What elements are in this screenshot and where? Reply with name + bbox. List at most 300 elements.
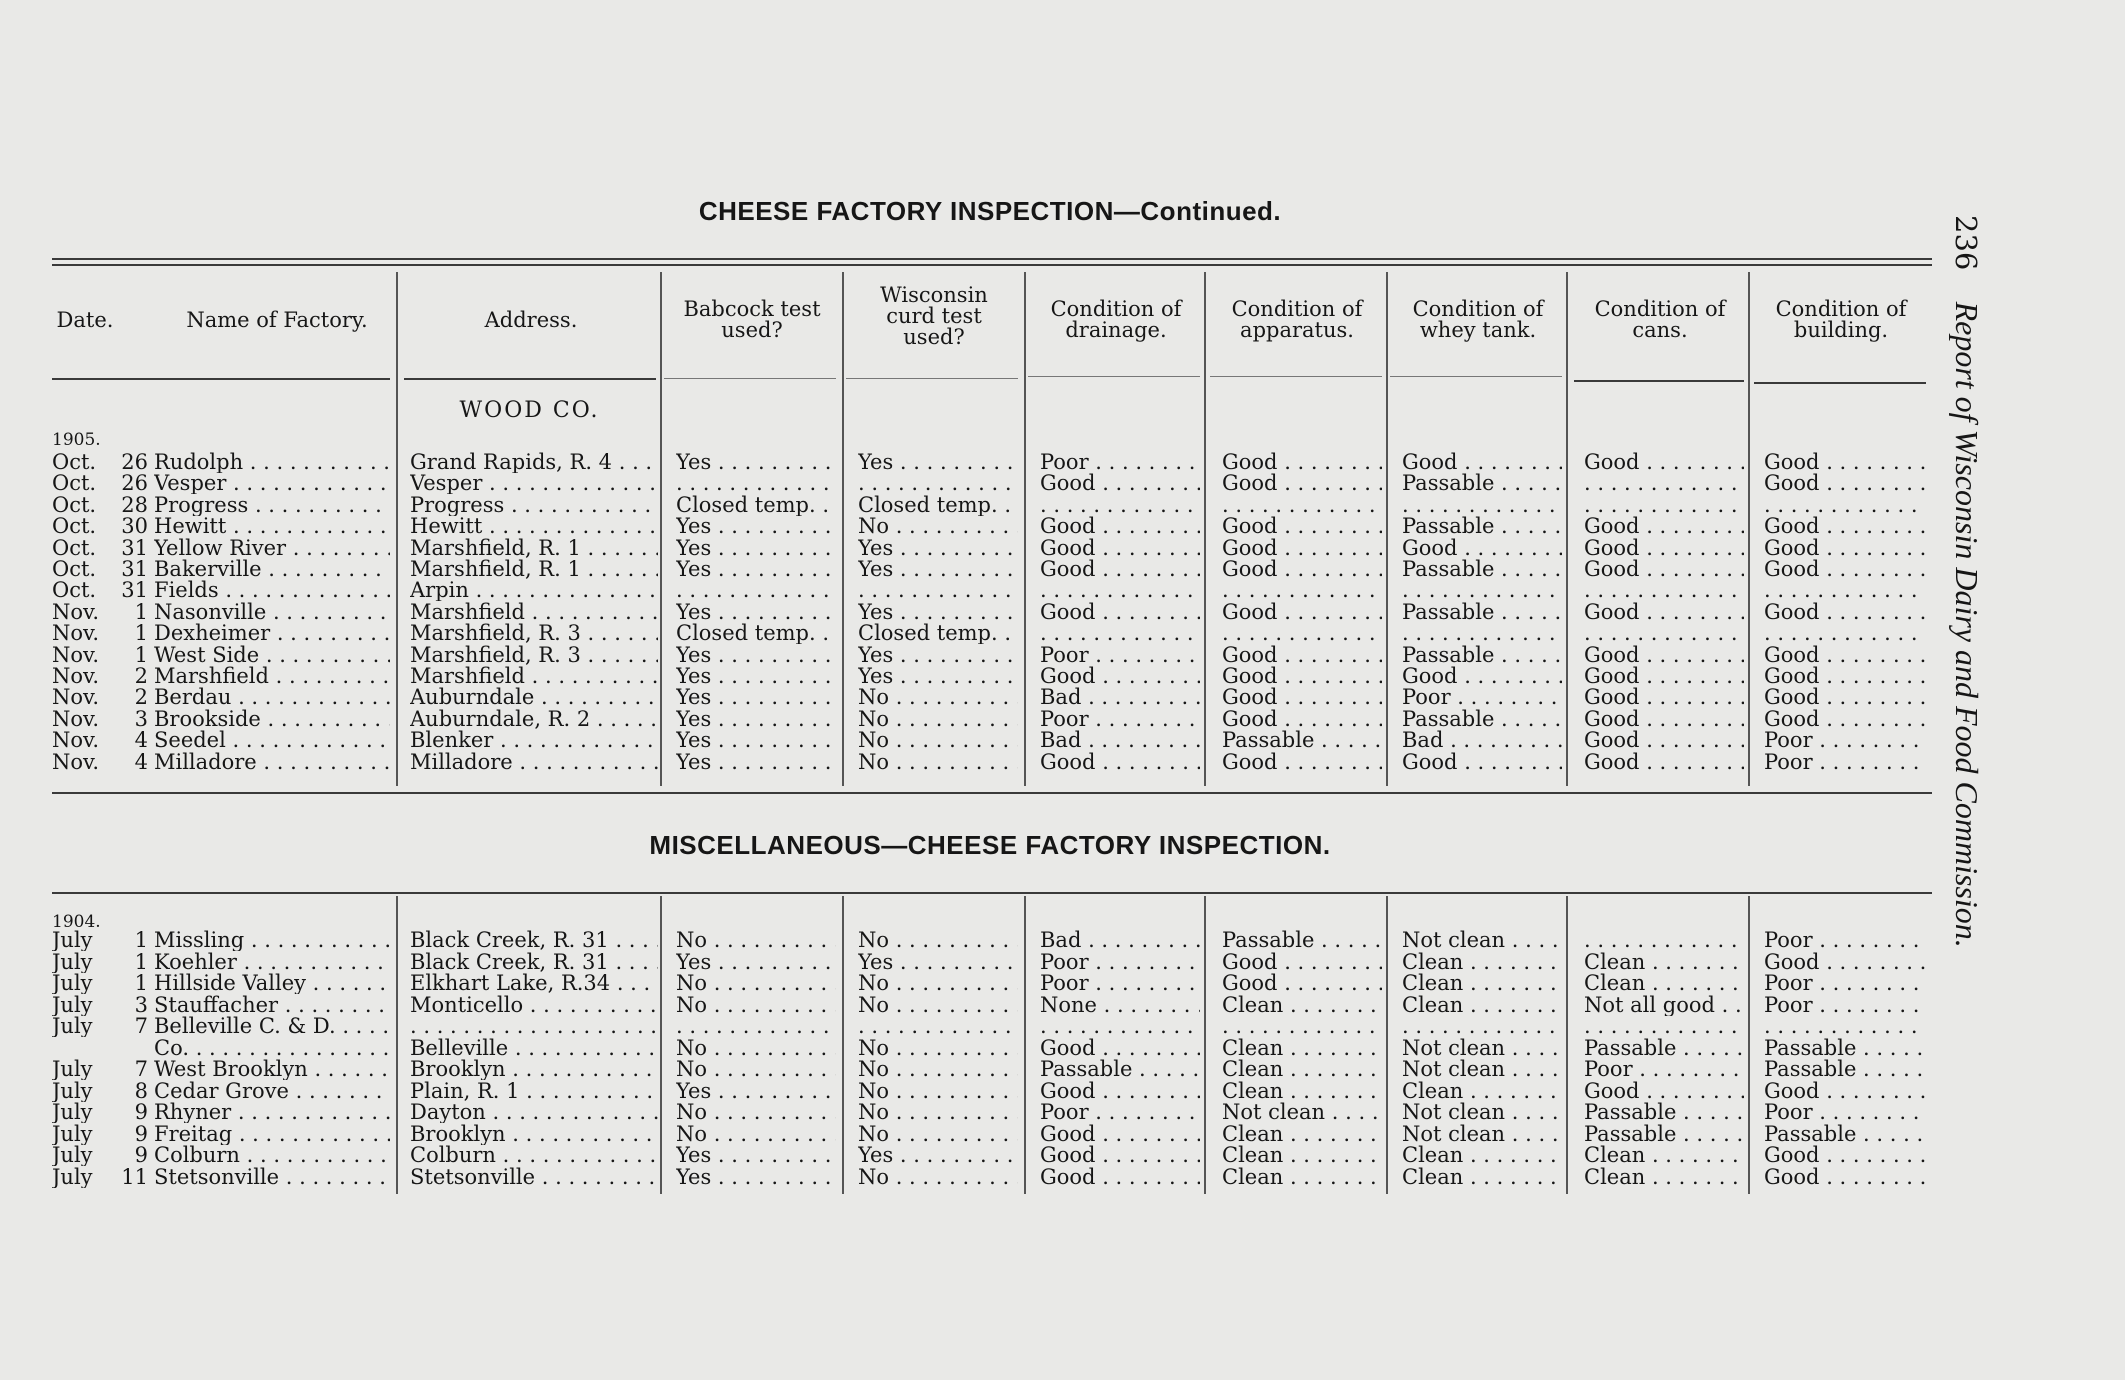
cell-wisconsin: Yes . . . xyxy=(858,602,1018,623)
section2-top-rule xyxy=(52,892,1932,894)
cell-address: Brooklyn . . . xyxy=(410,1059,658,1080)
cell-address: Vesper . . . xyxy=(410,473,658,494)
cell-cans xyxy=(1584,473,1744,494)
table-row xyxy=(0,623,1940,644)
cell-whey: Clean . . . xyxy=(1402,1145,1562,1166)
cell-babcock: Yes . . . xyxy=(676,559,836,580)
header-name: Name of Factory. xyxy=(186,307,368,332)
cell-cans xyxy=(1584,1016,1744,1037)
cell-wisconsin: Yes . . . xyxy=(858,538,1018,559)
cell-apparatus: Good . . . xyxy=(1222,516,1382,537)
table-row xyxy=(0,1059,1940,1080)
cell-babcock: Closed temp. . . . xyxy=(676,495,836,516)
header-underline xyxy=(1210,376,1382,377)
top-rule-2 xyxy=(52,264,1932,266)
table-row xyxy=(0,666,1940,687)
cell-month: July xyxy=(52,1145,93,1166)
cell-apparatus: Clean . . . xyxy=(1222,1167,1382,1188)
cell-building xyxy=(1764,623,1926,644)
cell-day: 26 xyxy=(121,452,148,473)
table-row xyxy=(0,952,1940,973)
header-underline xyxy=(404,378,656,380)
cell-month: Nov. xyxy=(52,751,100,773)
cell-apparatus: Good . . . xyxy=(1222,645,1382,666)
cell-wisconsin: No . . . xyxy=(858,709,1018,730)
cell-apparatus xyxy=(1222,495,1382,516)
cell-wisconsin: No . . . xyxy=(858,752,1018,773)
cell-drainage: Poor . . . xyxy=(1040,452,1200,473)
cell-day: 3 xyxy=(134,708,148,730)
cell-whey xyxy=(1402,495,1562,516)
cell-name: Berdau . . . xyxy=(154,687,390,708)
cell-building: Good . . . xyxy=(1764,687,1926,708)
cell-month: July xyxy=(52,1059,93,1080)
running-head xyxy=(1945,215,1989,1315)
cell-name: Brookside . . . xyxy=(154,709,390,730)
cell-month: July xyxy=(52,951,93,973)
cell-babcock: No . . . xyxy=(676,995,836,1016)
cell-drainage: Poor . . . xyxy=(1040,645,1200,666)
table-row xyxy=(0,452,1940,473)
cell-apparatus: Good . . . xyxy=(1222,473,1382,494)
cell-day: 28 xyxy=(121,494,148,516)
header-drainage: Condition of drainage. xyxy=(1050,297,1182,342)
cell-cans: Good . . . xyxy=(1584,602,1744,623)
cell-month: Nov. xyxy=(52,601,100,623)
header-wisconsin: Wisconsin curd test used? xyxy=(880,282,988,349)
cell-month: Nov. xyxy=(52,708,100,730)
table-row xyxy=(0,1016,1940,1037)
cell-day: 1 xyxy=(134,973,148,994)
cell-month: Oct. xyxy=(52,537,97,559)
cell-babcock: No . . . xyxy=(676,1059,836,1080)
cell-name: Freitag . . . xyxy=(154,1124,390,1145)
cell-babcock xyxy=(676,473,836,494)
table-row xyxy=(0,645,1940,666)
cell-building: Good . . . xyxy=(1764,538,1926,559)
table-row xyxy=(0,687,1940,708)
cell-building xyxy=(1764,1016,1926,1037)
cell-building: Good . . . xyxy=(1764,1145,1926,1166)
header-underline xyxy=(52,378,390,380)
cell-address: Marshfield, R. 3 . . . xyxy=(410,645,658,666)
header-underline xyxy=(1574,380,1744,382)
cell-name: West Side . . . xyxy=(154,645,390,666)
header-underline xyxy=(1754,382,1926,384)
cell-address: Auburndale . . . xyxy=(410,687,658,708)
cell-address: Auburndale, R. 2 . . . xyxy=(410,709,658,730)
cell-address: Marshfield, R. 1 . . . xyxy=(410,538,658,559)
cell-wisconsin: Yes . . . xyxy=(858,666,1018,687)
table-row xyxy=(0,930,1940,951)
cell-building: Good . . . xyxy=(1764,952,1926,973)
cell-day: 1 xyxy=(134,623,148,645)
cell-whey: Not clean . . . xyxy=(1402,1124,1562,1145)
cell-address: Monticello . . . xyxy=(410,995,658,1016)
cell-wisconsin: Yes . . . xyxy=(858,452,1018,473)
cell-apparatus: Not clean . . . xyxy=(1222,1102,1382,1123)
cell-address: Hewitt . . . xyxy=(410,516,658,537)
table-row xyxy=(0,1038,1940,1059)
cell-day: 26 xyxy=(121,473,148,495)
cell-wisconsin: No . . . xyxy=(858,1167,1018,1188)
cell-building: Good . . . xyxy=(1764,645,1926,666)
table-row xyxy=(0,516,1940,537)
section-divider xyxy=(52,792,1932,794)
cell-babcock: Closed temp. . . . xyxy=(676,623,836,644)
cell-name: Milladore . . . xyxy=(154,752,390,773)
cell-whey: Passable . . . xyxy=(1402,559,1562,580)
cell-whey: Clean . . . xyxy=(1402,973,1562,994)
cell-cans: Passable . . . xyxy=(1584,1124,1744,1145)
cell-name: Dexheimer . . . xyxy=(154,623,390,644)
header-building: Condition of building. xyxy=(1775,297,1907,342)
cell-apparatus: Good . . . xyxy=(1222,952,1382,973)
cell-babcock: Yes . . . xyxy=(676,1081,836,1102)
cell-whey: Good . . . xyxy=(1402,538,1562,559)
cell-month: Oct. xyxy=(52,473,97,495)
table-row xyxy=(0,1167,1940,1188)
table-row xyxy=(0,559,1940,580)
cell-whey: Clean . . . xyxy=(1402,995,1562,1016)
cell-day: 1 xyxy=(134,644,148,666)
cell-wisconsin: No . . . xyxy=(858,1124,1018,1145)
header-babcock: Babcock test used? xyxy=(683,297,821,342)
cell-drainage: Good . . . xyxy=(1040,666,1200,687)
cell-whey: Clean . . . xyxy=(1402,1081,1562,1102)
cell-wisconsin xyxy=(858,580,1018,601)
cell-cans: Clean . . . xyxy=(1584,1145,1744,1166)
county-heading: WOOD CO. xyxy=(459,398,600,423)
cell-name: Fields . . . xyxy=(154,580,390,601)
cell-month: Nov. xyxy=(52,730,100,752)
cell-day: 31 xyxy=(121,580,148,602)
cell-address: Dayton . . . xyxy=(410,1102,658,1123)
cell-babcock: Yes . . . xyxy=(676,752,836,773)
cell-address: Grand Rapids, R. 4 . . . xyxy=(410,452,658,473)
cell-drainage xyxy=(1040,1016,1200,1037)
cell-whey: Good . . . xyxy=(1402,452,1562,473)
cell-babcock: Yes . . . xyxy=(676,1167,836,1188)
cell-whey: Passable . . . xyxy=(1402,516,1562,537)
cell-babcock: Yes . . . xyxy=(676,645,836,666)
cell-address: Progress . . . xyxy=(410,495,658,516)
cell-address: Marshfield . . . xyxy=(410,602,658,623)
cell-babcock: Yes . . . xyxy=(676,666,836,687)
cell-building: Good . . . xyxy=(1764,452,1926,473)
cell-building: Good . . . xyxy=(1764,666,1926,687)
cell-cans: Good . . . xyxy=(1584,516,1744,537)
table-row xyxy=(0,709,1940,730)
cell-cans xyxy=(1584,930,1744,951)
cell-day: 4 xyxy=(134,730,148,752)
cell-name: Marshfield . . . xyxy=(154,666,390,687)
cell-name: Belleville C. & D. . . . xyxy=(154,1016,390,1037)
cell-building xyxy=(1764,495,1926,516)
section-title: MISCELLANEOUS—CHEESE FACTORY INSPECTION. xyxy=(649,830,1331,860)
cell-cans: Clean . . . xyxy=(1584,1167,1744,1188)
cell-cans: Not all good . . . xyxy=(1584,995,1744,1016)
cell-day: 2 xyxy=(134,687,148,709)
table-row xyxy=(0,538,1940,559)
cell-name: West Brooklyn . . . xyxy=(154,1059,390,1080)
table-row xyxy=(0,580,1940,601)
cell-drainage: Good . . . xyxy=(1040,752,1200,773)
cell-address: Brooklyn . . . xyxy=(410,1124,658,1145)
cell-whey: Passable . . . xyxy=(1402,473,1562,494)
cell-address: Marshfield, R. 1 . . . xyxy=(410,559,658,580)
cell-babcock: Yes . . . xyxy=(676,687,836,708)
cell-drainage: Bad . . . xyxy=(1040,687,1200,708)
cell-whey xyxy=(1402,580,1562,601)
cell-building: Passable . . . xyxy=(1764,1038,1926,1059)
cell-whey: Not clean . . . xyxy=(1402,930,1562,951)
cell-month: Oct. xyxy=(52,559,97,580)
cell-day: 9 xyxy=(134,1145,148,1166)
cell-babcock: No . . . xyxy=(676,1124,836,1145)
cell-address: Marshfield, R. 3 . . . xyxy=(410,623,658,644)
table-row xyxy=(0,752,1940,773)
cell-apparatus: Good . . . xyxy=(1222,709,1382,730)
cell-babcock: No . . . xyxy=(676,1102,836,1123)
cell-address: Milladore . . . xyxy=(410,752,658,773)
cell-apparatus: Clean . . . xyxy=(1222,1124,1382,1145)
cell-apparatus: Good . . . xyxy=(1222,666,1382,687)
cell-wisconsin: Yes . . . xyxy=(858,1145,1018,1166)
cell-day: 4 xyxy=(134,751,148,773)
cell-babcock: Yes . . . xyxy=(676,952,836,973)
cell-wisconsin: No . . . xyxy=(858,995,1018,1016)
cell-wisconsin: No . . . xyxy=(858,687,1018,708)
running-title: Report of Wisconsin Dairy and Food Commission. xyxy=(1949,301,1985,948)
cell-wisconsin: Closed temp. . . . xyxy=(858,495,1018,516)
cell-cans: Good . . . xyxy=(1584,1081,1744,1102)
cell-month: Nov. xyxy=(52,644,100,666)
cell-month: July xyxy=(52,973,93,994)
cell-apparatus: Good . . . xyxy=(1222,752,1382,773)
cell-wisconsin xyxy=(858,1016,1018,1037)
cell-drainage: Bad . . . xyxy=(1040,930,1200,951)
cell-day: 31 xyxy=(121,537,148,559)
cell-address: Colburn . . . xyxy=(410,1145,658,1166)
cell-day: 1 xyxy=(134,601,148,623)
cell-address xyxy=(410,1016,658,1037)
table-row xyxy=(0,1145,1940,1166)
cell-whey xyxy=(1402,1016,1562,1037)
cell-whey: Good . . . xyxy=(1402,666,1562,687)
cell-apparatus xyxy=(1222,1016,1382,1037)
cell-name: Bakerville . . . xyxy=(154,559,390,580)
cell-cans xyxy=(1584,580,1744,601)
cell-drainage: Poor . . . xyxy=(1040,1102,1200,1123)
cell-cans: Good . . . xyxy=(1584,752,1744,773)
cell-month: July xyxy=(52,1102,93,1123)
cell-name: Progress . . . xyxy=(154,495,390,516)
cell-apparatus: Good . . . xyxy=(1222,452,1382,473)
cell-babcock: No . . . xyxy=(676,1038,836,1059)
cell-babcock: No . . . xyxy=(676,930,836,951)
cell-month: Nov. xyxy=(52,666,100,687)
cell-drainage: None . . . xyxy=(1040,995,1200,1016)
cell-building xyxy=(1764,580,1926,601)
cell-whey: Clean . . . xyxy=(1402,952,1562,973)
cell-babcock xyxy=(676,580,836,601)
cell-wisconsin: No . . . xyxy=(858,1038,1018,1059)
cell-drainage: Good . . . xyxy=(1040,1124,1200,1145)
cell-building: Good . . . xyxy=(1764,1081,1926,1102)
cell-month: July xyxy=(52,930,93,951)
cell-address: Belleville . . . xyxy=(410,1038,658,1059)
cell-whey: Not clean . . . xyxy=(1402,1102,1562,1123)
cell-whey: Clean . . . xyxy=(1402,1167,1562,1188)
cell-name: Rudolph . . . xyxy=(154,452,390,473)
cell-day: 9 xyxy=(134,1102,148,1123)
cell-cans: Good . . . xyxy=(1584,687,1744,708)
cell-cans: Poor . . . xyxy=(1584,1059,1744,1080)
cell-wisconsin: Yes . . . xyxy=(858,952,1018,973)
cell-drainage: Good . . . xyxy=(1040,602,1200,623)
cell-building: Good . . . xyxy=(1764,473,1926,494)
table-row xyxy=(0,1102,1940,1123)
cell-wisconsin: No . . . xyxy=(858,516,1018,537)
cell-building: Poor . . . xyxy=(1764,752,1926,773)
cell-apparatus: Clean . . . xyxy=(1222,1081,1382,1102)
cell-apparatus xyxy=(1222,580,1382,601)
cell-cans: Passable . . . xyxy=(1584,1038,1744,1059)
cell-cans: Good . . . xyxy=(1584,645,1744,666)
cell-apparatus: Clean . . . xyxy=(1222,1059,1382,1080)
cell-month: July xyxy=(52,1080,93,1102)
cell-wisconsin xyxy=(858,473,1018,494)
cell-cans: Passable . . . xyxy=(1584,1102,1744,1123)
cell-babcock: Yes . . . xyxy=(676,1145,836,1166)
cell-wisconsin: No . . . xyxy=(858,1059,1018,1080)
cell-whey: Passable . . . xyxy=(1402,645,1562,666)
cell-drainage xyxy=(1040,495,1200,516)
cell-address: Stetsonville . . . xyxy=(410,1167,658,1188)
cell-cans: Good . . . xyxy=(1584,538,1744,559)
cell-apparatus: Good . . . xyxy=(1222,687,1382,708)
cell-drainage: Good . . . xyxy=(1040,538,1200,559)
cell-name: Stetsonville . . . xyxy=(154,1167,390,1188)
header-underline xyxy=(1390,376,1562,377)
cell-apparatus: Clean . . . xyxy=(1222,1145,1382,1166)
cell-building: Poor . . . xyxy=(1764,995,1926,1016)
cell-day xyxy=(112,1038,148,1059)
cell-month: Nov. xyxy=(52,687,100,709)
cell-month: Oct. xyxy=(52,516,97,538)
table-row xyxy=(0,473,1940,494)
header-underline xyxy=(846,378,1018,379)
table-row xyxy=(0,730,1940,751)
cell-name: Cedar Grove . . . xyxy=(154,1081,390,1102)
cell-day: 1 xyxy=(134,951,148,973)
cell-building: Passable . . . xyxy=(1764,1059,1926,1080)
cell-drainage: Poor . . . xyxy=(1040,973,1200,994)
cell-month xyxy=(52,1038,112,1059)
cell-cans: Good . . . xyxy=(1584,666,1744,687)
cell-drainage: Good . . . xyxy=(1040,1081,1200,1102)
cell-drainage: Poor . . . xyxy=(1040,952,1200,973)
cell-apparatus: Good . . . xyxy=(1222,973,1382,994)
table-title: CHEESE FACTORY INSPECTION—Continued. xyxy=(698,196,1282,226)
cell-building: Good . . . xyxy=(1764,602,1926,623)
cell-wisconsin: Yes . . . xyxy=(858,559,1018,580)
cell-cans xyxy=(1584,623,1744,644)
table-row xyxy=(0,1081,1940,1102)
cell-babcock: Yes . . . xyxy=(676,516,836,537)
cell-building: Poor . . . xyxy=(1764,730,1926,751)
cell-name: Koehler . . . xyxy=(154,952,390,973)
cell-babcock: Yes . . . xyxy=(676,602,836,623)
cell-name: Hillside Valley . . . xyxy=(154,973,390,994)
cell-wisconsin: No . . . xyxy=(858,930,1018,951)
cell-apparatus: Good . . . xyxy=(1222,559,1382,580)
cell-day: 3 xyxy=(134,994,148,1016)
cell-name: Rhyner . . . xyxy=(154,1102,390,1123)
cell-wisconsin: No . . . xyxy=(858,1102,1018,1123)
cell-cans: Good . . . xyxy=(1584,709,1744,730)
cell-drainage xyxy=(1040,623,1200,644)
cell-apparatus: Passable . . . xyxy=(1222,930,1382,951)
cell-name: Stauffacher . . . xyxy=(154,995,390,1016)
cell-month: Oct. xyxy=(52,452,97,473)
cell-apparatus: Clean . . . xyxy=(1222,995,1382,1016)
cell-day: 8 xyxy=(134,1080,148,1102)
cell-whey: Passable . . . xyxy=(1402,602,1562,623)
table-row xyxy=(0,602,1940,623)
header-underline xyxy=(1028,376,1200,377)
cell-cans: Good . . . xyxy=(1584,730,1744,751)
cell-day: 2 xyxy=(134,666,148,687)
year-label: 1904. xyxy=(52,912,101,932)
cell-building: Poor . . . xyxy=(1764,930,1926,951)
cell-address: Elkhart Lake, R.34 . . . xyxy=(410,973,658,994)
cell-whey xyxy=(1402,623,1562,644)
cell-wisconsin: No . . . xyxy=(858,973,1018,994)
cell-name: Co. . . . xyxy=(154,1038,390,1059)
cell-name: Hewitt . . . xyxy=(154,516,390,537)
cell-month: Oct. xyxy=(52,494,97,516)
table-row xyxy=(0,973,1940,994)
header-address: Address. xyxy=(484,307,578,332)
page-number: 236 xyxy=(1949,215,1983,271)
cell-address: Black Creek, R. 31 . . . xyxy=(410,952,658,973)
cell-apparatus: Passable . . . xyxy=(1222,730,1382,751)
cell-cans: Clean . . . xyxy=(1584,952,1744,973)
cell-apparatus: Clean . . . xyxy=(1222,1038,1382,1059)
cell-day: 9 xyxy=(134,1123,148,1145)
header-cans: Condition of cans. xyxy=(1594,297,1726,342)
cell-apparatus: Good . . . xyxy=(1222,602,1382,623)
header-underline xyxy=(664,378,836,379)
cell-building: Passable . . . xyxy=(1764,1124,1926,1145)
cell-wisconsin: Yes . . . xyxy=(858,645,1018,666)
cell-drainage xyxy=(1040,580,1200,601)
cell-drainage: Bad . . . xyxy=(1040,730,1200,751)
cell-day: 1 xyxy=(134,930,148,951)
cell-day: 31 xyxy=(121,559,148,580)
cell-cans: Clean . . . xyxy=(1584,973,1744,994)
cell-whey: Passable . . . xyxy=(1402,709,1562,730)
cell-name: Yellow River . . . xyxy=(154,538,390,559)
cell-name: Colburn . . . xyxy=(154,1145,390,1166)
cell-address: Plain, R. 1 . . . xyxy=(410,1081,658,1102)
cell-name: Missling . . . xyxy=(154,930,390,951)
header-date: Date. xyxy=(56,307,114,332)
top-rule xyxy=(52,258,1932,260)
cell-month: July xyxy=(52,994,93,1016)
